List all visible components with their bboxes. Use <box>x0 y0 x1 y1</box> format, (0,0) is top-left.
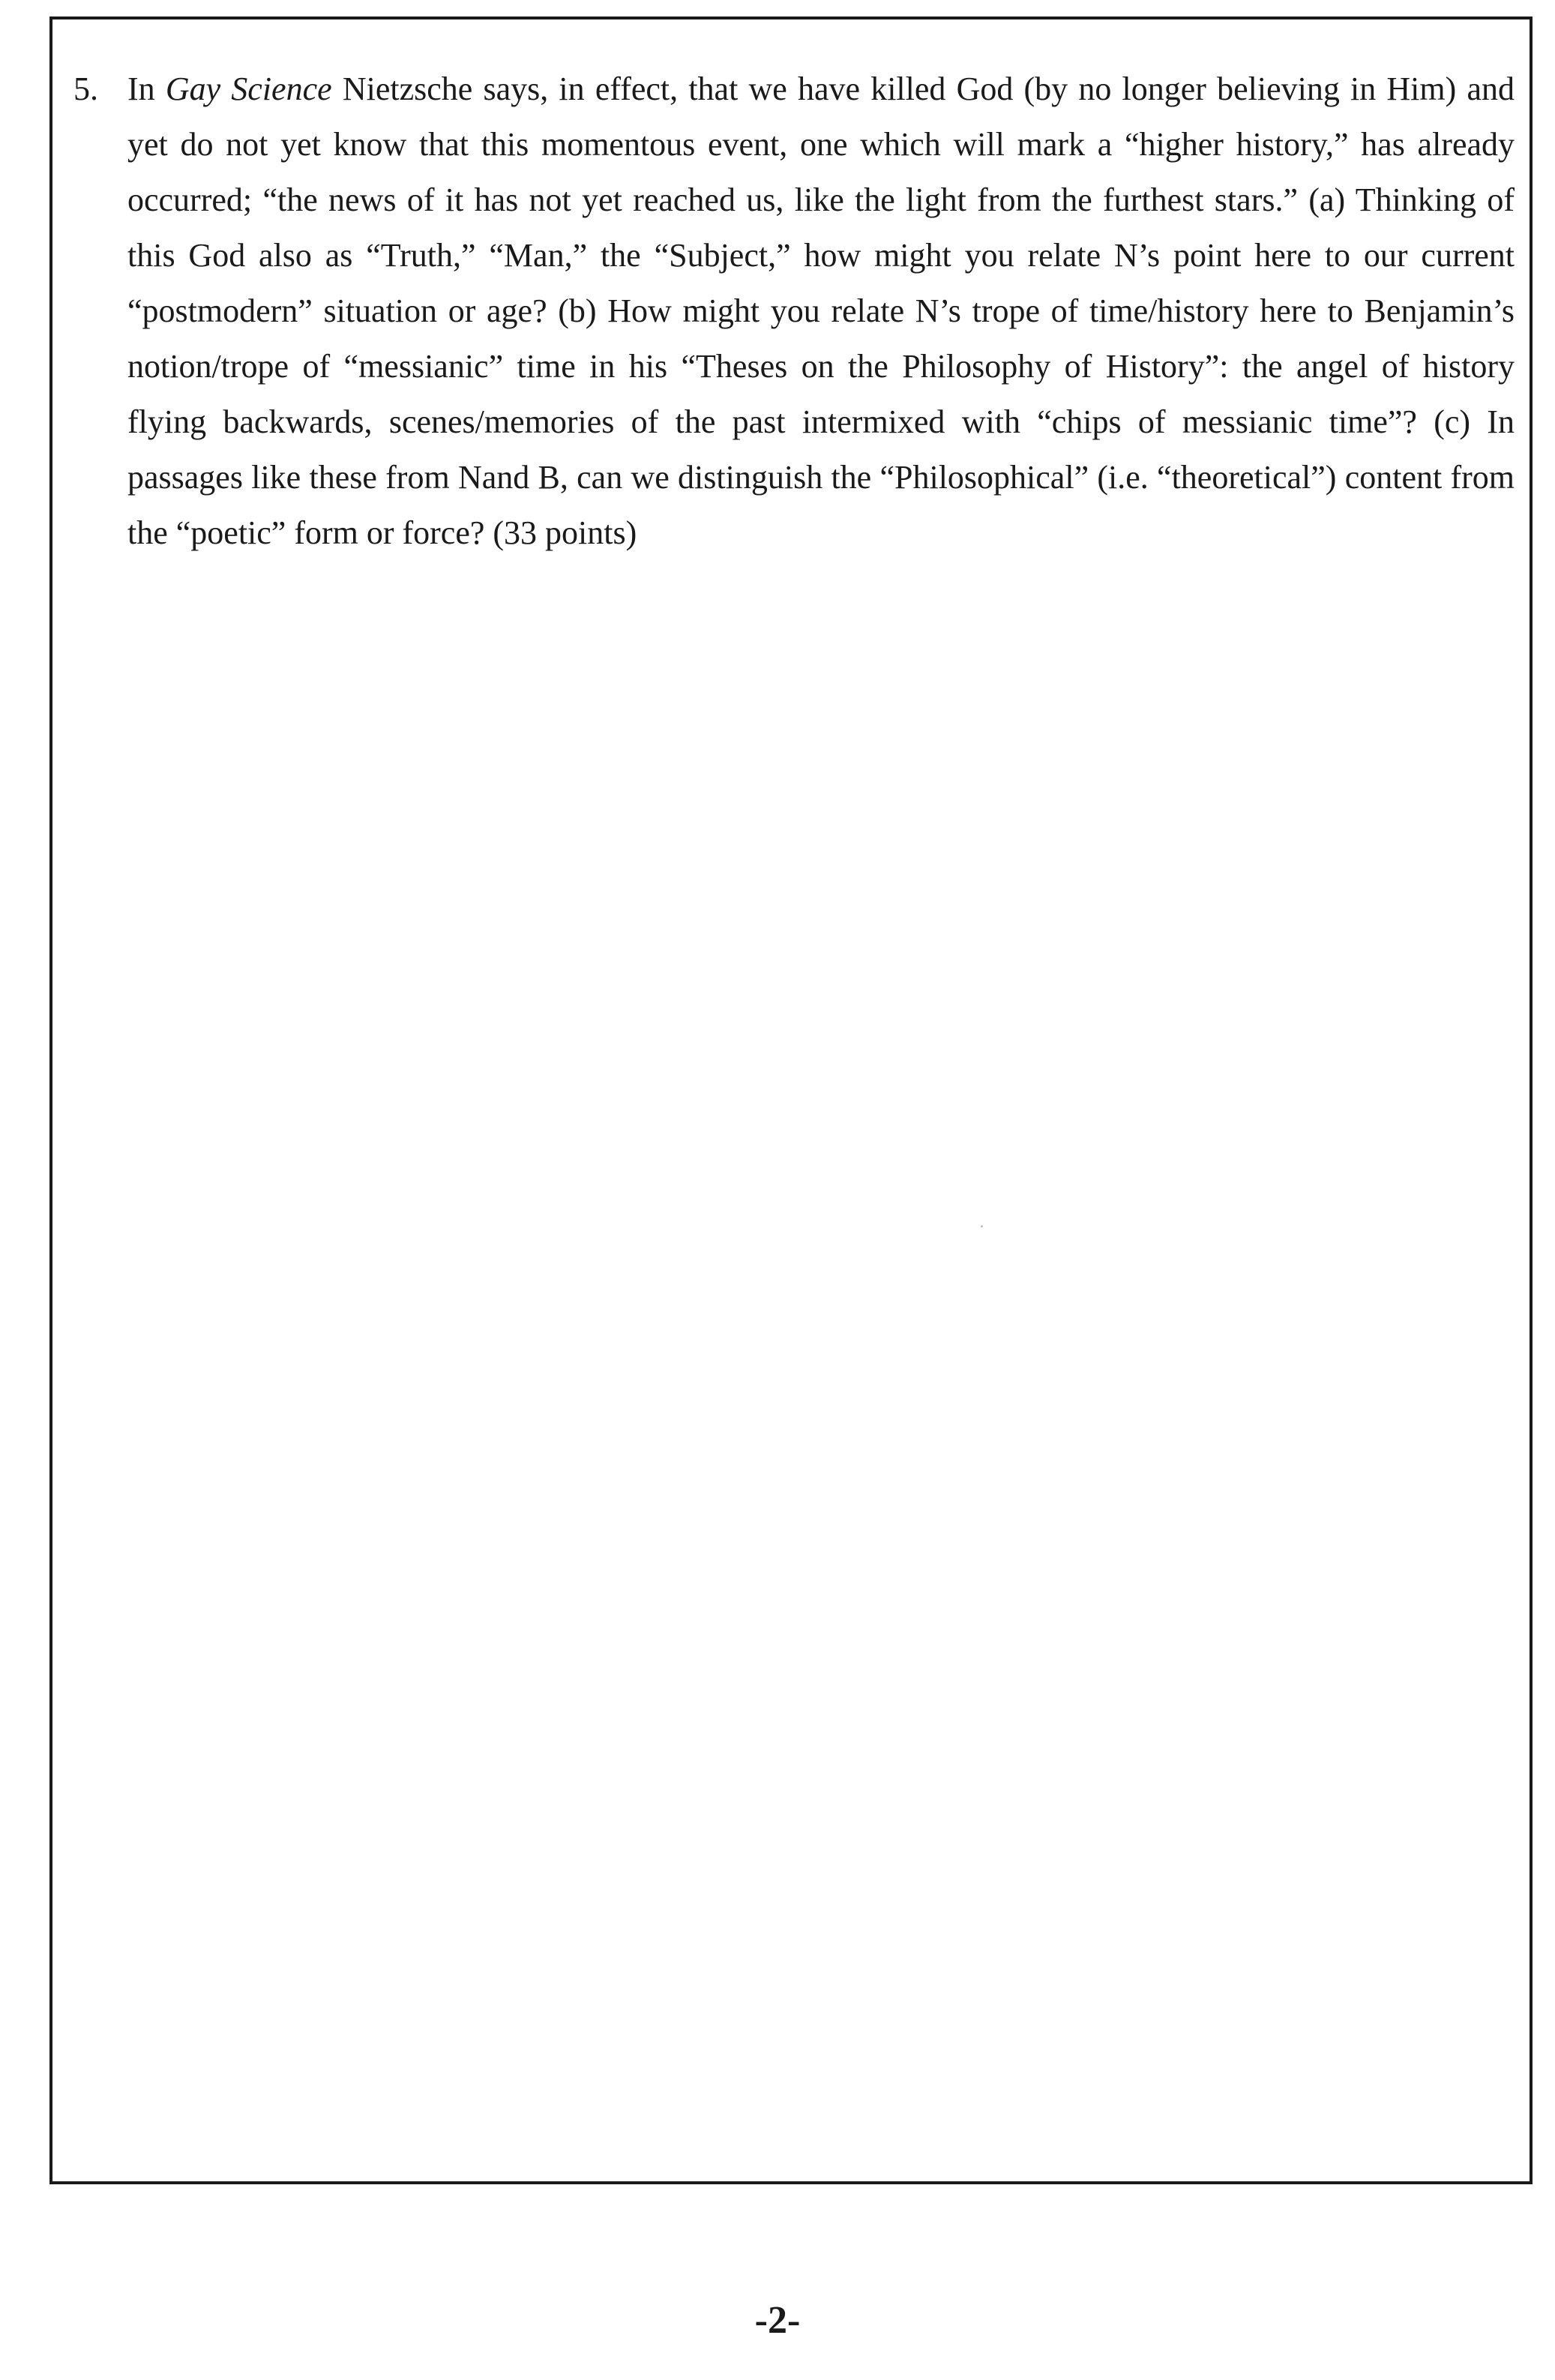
question-intro: In <box>127 70 166 107</box>
page-number: -2- <box>754 2299 801 2342</box>
scan-speck <box>981 1225 983 1227</box>
answer-box <box>49 16 1533 2184</box>
question-number: 5. <box>73 70 98 107</box>
question-prompt: Nietzsche says, in effect, that we have killed God (by no longer believing in Him) and yet do not yet know that this momentous event, one which will mark a “higher history,” has already occurred; “the news of it has not yet reached us, like the light from the furthest stars.” (a) Thinking of this God also as “Truth,” “Man,” the “Subject,” how might you relate N’s point here to our current “postmodern” situation or age? (b) How might you relate N’s trope of time/history here to Benjamin’s notion/trope of “messianic” time in his “Theses on the Philosophy of History”: the angel of history flying backwards, scenes/memories of the past intermixed with “chips of messianic time”? (c) In passages like these from Nand B, can we distinguish the “Philosophical” (i.e. “theoretical”) content from the “poetic” form or force? (33 points) <box>127 70 1515 551</box>
question-text <box>127 61 1515 561</box>
book-title: Gay Science <box>165 70 332 107</box>
